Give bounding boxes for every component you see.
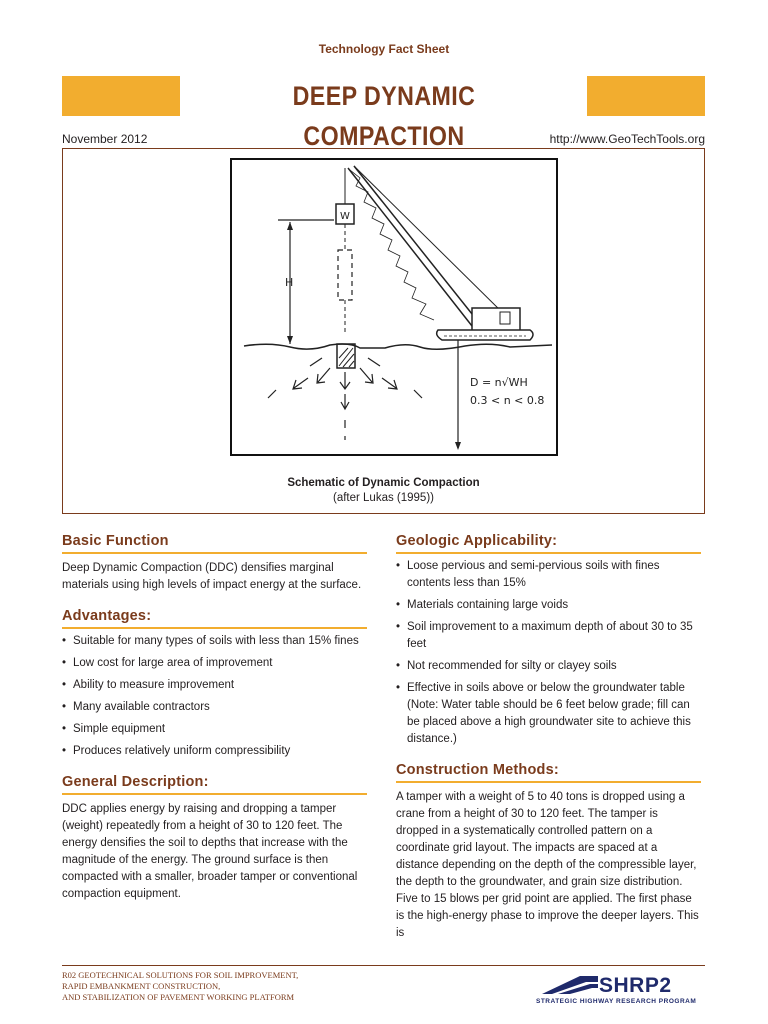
list-item: • Suitable for many types of soils with less than 15% fines <box>62 633 367 650</box>
list-item: • Produces relatively uniform compressibility <box>62 743 367 760</box>
general-description-heading: General Description: <box>62 774 367 795</box>
shrp2-logo-subtitle: STRATEGIC HIGHWAY RESEARCH PROGRAM <box>536 998 697 1005</box>
shrp2-logo-text: SHRP2 <box>599 974 672 997</box>
height-label: H <box>285 276 294 289</box>
crane-track <box>437 330 533 340</box>
general-description-section <box>62 774 367 903</box>
energy-arrows <box>268 358 422 440</box>
formula-range: 0.3 < n < 0.8 <box>470 394 545 407</box>
crane-lattice <box>350 170 434 320</box>
list-item: • Many available contractors <box>62 699 367 716</box>
ground-surface-line <box>244 344 552 349</box>
basic-function-text: Deep Dynamic Compaction (DDC) densifies marginal materials using high levels of impact energy at the surface. <box>62 562 362 591</box>
list-item: • Ability to measure improvement <box>62 677 367 694</box>
height-arrow-bottom <box>287 336 293 344</box>
advantages-list <box>62 633 367 760</box>
caption-source: (after Lukas (1995)) <box>333 492 434 504</box>
figure-caption <box>62 476 705 506</box>
basic-function-section <box>62 533 367 594</box>
advantages-section <box>62 608 367 760</box>
list-item: • Materials containing large voids <box>396 597 701 614</box>
accent-band-left <box>62 76 180 116</box>
geologic-applicability-list <box>396 558 701 748</box>
caption-title: Schematic of Dynamic Compaction <box>287 477 480 489</box>
crane-cab <box>472 308 520 332</box>
construction-methods-section <box>396 762 701 942</box>
list-item: • Effective in soils above or below the groundwater table (Note: Water table should be 6 feet below grade; fill can be placed above a high groundwater site to achieve this distance.) <box>396 680 701 748</box>
series-label: Technology Fact Sheet <box>318 42 450 56</box>
height-arrow-top <box>287 222 293 230</box>
list-item: • Low cost for large area of improvement <box>62 655 367 672</box>
construction-methods-text: A tamper with a weight of 5 to 40 tons is dropped using a crane from a height of 30 to 120 feet. The tamper is dropped in a systematically controlled pattern on a coordinate grid layout. The impacts are spaced at a distance depending on the depth of the compressible layer, the depth to the groundwater, and grain size distribution. Five to 15 blows per grid point are applied. The first phase is the high-energy phase to improve the deeper layers. This is <box>396 791 699 939</box>
depth-arrow <box>455 442 461 450</box>
footer-line: R02 GEOTECHNICAL SOLUTIONS FOR SOIL IMPROVEMENT, <box>62 970 299 980</box>
publication-date: November 2012 <box>62 132 148 146</box>
footer-divider <box>62 965 705 966</box>
footer-project-title <box>62 970 298 1003</box>
schematic-border <box>231 159 557 455</box>
right-column <box>396 533 701 956</box>
list-item: • Loose pervious and semi-pervious soils with fines contents less than 15% <box>396 558 701 592</box>
crater-hatching <box>339 348 354 367</box>
footer-line: AND STABILIZATION OF PAVEMENT WORKING PLATFORM <box>62 992 295 1002</box>
shrp2-road-icon <box>540 972 600 996</box>
left-column <box>62 533 367 917</box>
falling-tamper-outline <box>338 250 352 300</box>
advantages-heading: Advantages: <box>62 608 367 629</box>
website-link[interactable]: http://www.GeoTechTools.org <box>549 132 705 146</box>
dynamic-compaction-schematic <box>230 158 558 456</box>
geologic-applicability-section <box>396 533 701 748</box>
list-item: • Soil improvement to a maximum depth of about 30 to 35 feet <box>396 619 701 653</box>
list-item: • Not recommended for silty or clayey soils <box>396 658 701 675</box>
general-description-text: DDC applies energy by raising and dropping a tamper (weight) repeatedly from a height of 30 to 120 feet. The energy densifies the soil to depths that increase with the magnitude of the energy. The ground surface is then compacted with a smaller, broader tamper or conventional compaction equipment. <box>62 803 358 900</box>
geologic-applicability-heading: Geologic Applicability: <box>396 533 701 554</box>
accent-band-right <box>587 76 705 116</box>
weight-label: W <box>340 211 350 222</box>
footer-line: RAPID EMBANKMENT CONSTRUCTION, <box>62 981 221 991</box>
crane-pendant-line <box>354 166 508 318</box>
formula-depth: D = n√WH <box>470 376 528 389</box>
construction-methods-heading: Construction Methods: <box>396 762 701 783</box>
page-title: DEEP DYNAMIC COMPACTION <box>292 81 476 151</box>
basic-function-heading: Basic Function <box>62 533 367 554</box>
list-item: • Simple equipment <box>62 721 367 738</box>
